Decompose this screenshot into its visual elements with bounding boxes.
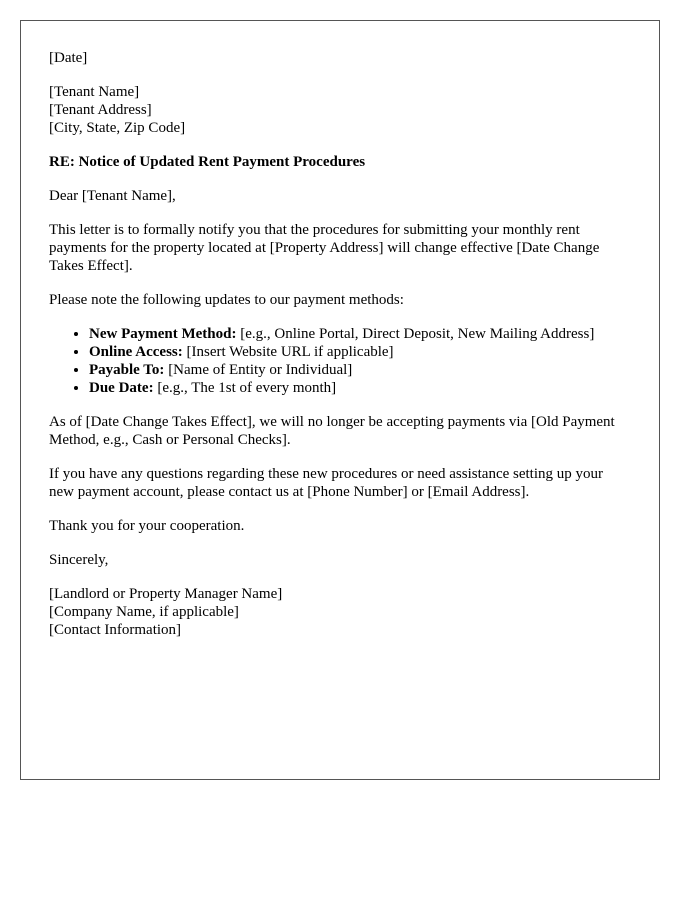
signature-company: [Company Name, if applicable] bbox=[49, 604, 239, 620]
letter-date bbox=[49, 49, 631, 67]
salutation: Dear [Tenant Name], bbox=[49, 188, 176, 204]
recipient-address: [Tenant Address] bbox=[49, 102, 152, 118]
list-item bbox=[89, 379, 631, 397]
update-term: Due Date: bbox=[89, 380, 154, 396]
recipient-city-state-zip: [City, State, Zip Code] bbox=[49, 120, 186, 136]
recipient-name: [Tenant Name] bbox=[49, 84, 140, 100]
subject-line: RE: Notice of Updated Rent Payment Procedures bbox=[49, 154, 366, 170]
update-detail: [e.g., Online Portal, Direct Deposit, New Mailing Address] bbox=[240, 326, 595, 342]
updates-list bbox=[49, 325, 631, 397]
update-term: New Payment Method: bbox=[89, 326, 237, 342]
intro-paragraph: This letter is to formally notify you that the procedures for submitting your monthly rent payments for the property located at [Property Address] will change effective [Date Change Takes Effect]. bbox=[49, 222, 600, 274]
closing-line: Sincerely, bbox=[49, 552, 109, 568]
signature-contact: [Contact Information] bbox=[49, 622, 182, 638]
update-detail: [Insert Website URL if applicable] bbox=[186, 344, 394, 360]
update-term: Online Access: bbox=[89, 344, 183, 360]
signature-block bbox=[49, 585, 631, 639]
update-term: Payable To: bbox=[89, 362, 165, 378]
update-detail: [e.g., The 1st of every month] bbox=[157, 380, 337, 396]
thanks-line: Thank you for your cooperation. bbox=[49, 518, 245, 534]
signature-name: [Landlord or Property Manager Name] bbox=[49, 586, 283, 602]
questions-paragraph: If you have any questions regarding these new procedures or need assistance setting up your new payment account, please contact us at [Phone Number] or [Email Address]. bbox=[49, 466, 603, 500]
updates-intro: Please note the following updates to our payment methods: bbox=[49, 292, 404, 308]
list-item bbox=[89, 343, 631, 361]
update-detail: [Name of Entity or Individual] bbox=[168, 362, 353, 378]
recipient-address-block bbox=[49, 83, 631, 137]
list-item bbox=[89, 361, 631, 379]
letter-page bbox=[20, 20, 660, 780]
list-item bbox=[89, 325, 631, 343]
discontinued-paragraph: As of [Date Change Takes Effect], we will no longer be accepting payments via [Old Payment Method, e.g., Cash or Personal Checks]. bbox=[49, 414, 615, 448]
date-text: [Date] bbox=[49, 50, 88, 66]
